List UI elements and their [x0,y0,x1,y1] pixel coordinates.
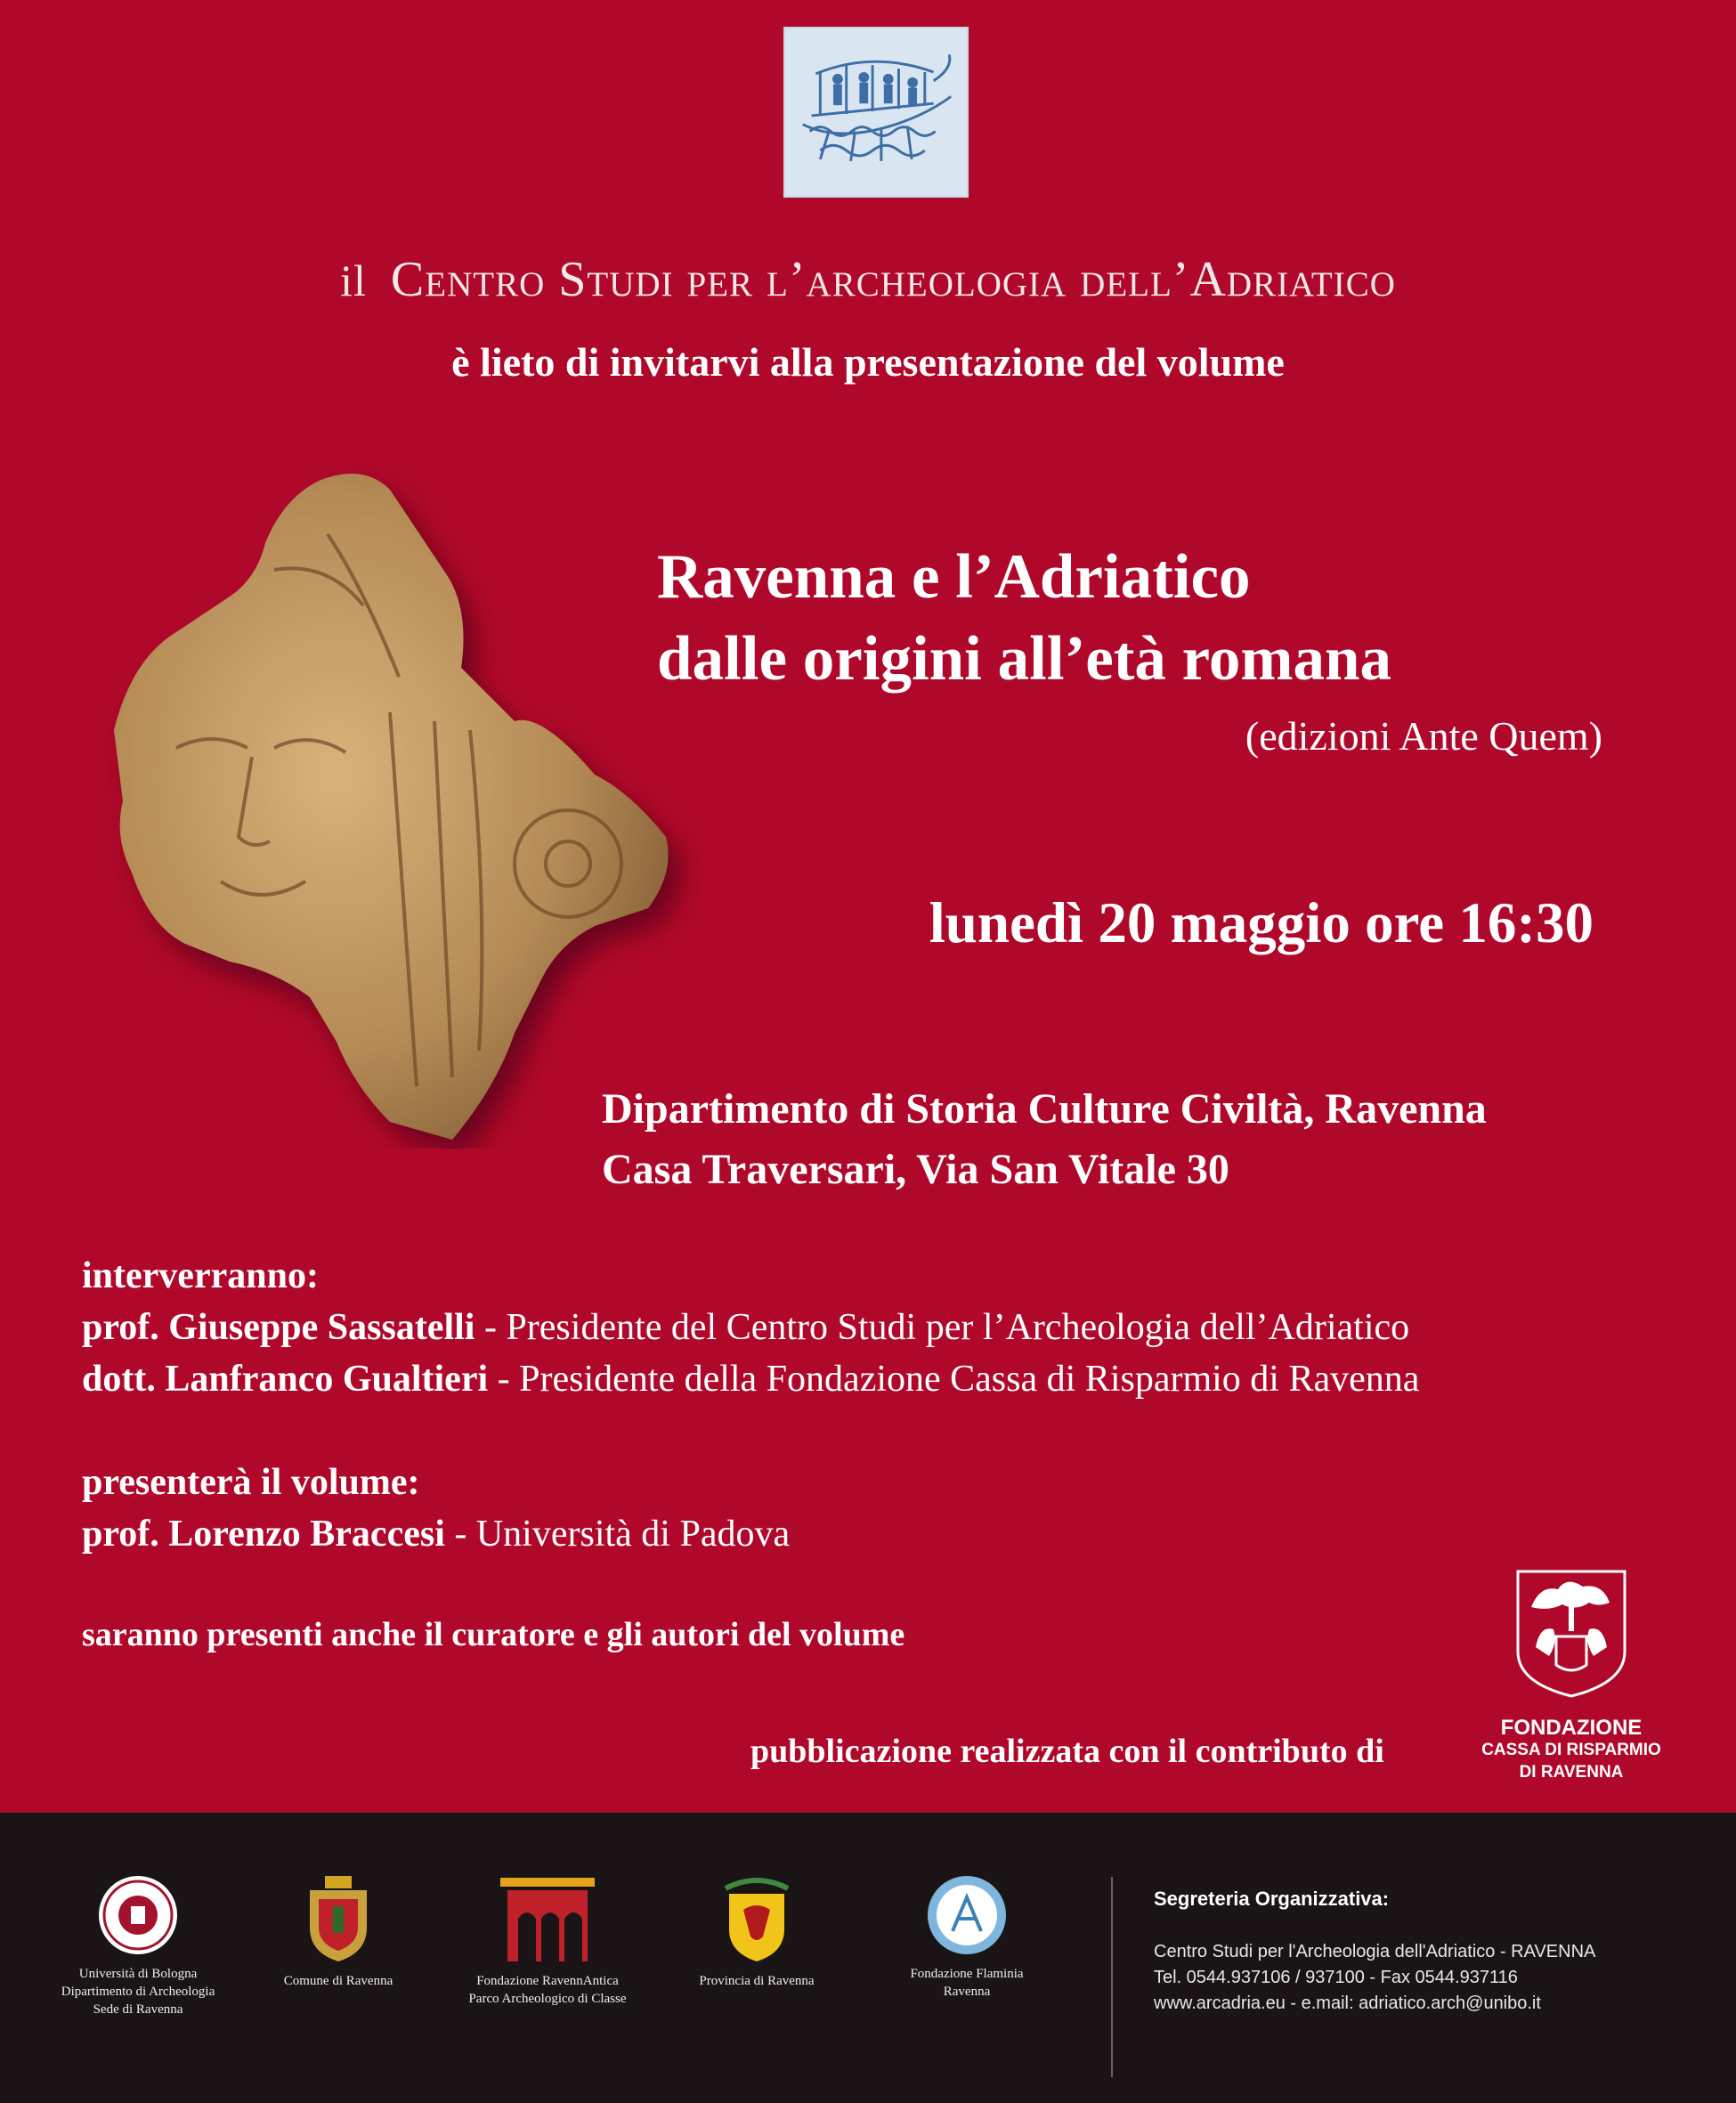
fondazione-crest-icon [1513,1567,1629,1701]
heading-prefix: il [340,256,367,305]
book-publisher: (edizioni Ante Quem) [1245,713,1602,759]
fondazione-wordmark [1469,1717,1674,1783]
secretary-block [1154,1888,1595,2017]
ravennantica-arches-icon [499,1874,596,1963]
book-title-line2: dalle origini all’età romana [657,624,1391,694]
presenter-intro: presenterà il volume: [82,1462,420,1503]
flaminia-seal-icon [926,1874,1008,1956]
invitation-line: è lieto di invitarvi alla presentazione del volume [451,339,1285,385]
logo-caption-line2: Parco Archeologico di Classe [468,1992,627,2006]
secretary-line1: Centro Studi per l'Archeologia dell'Adriatico - RAVENNA [1154,1942,1596,1961]
speakers-section [82,1250,1419,1560]
speaker-row [82,1353,1419,1405]
secretary-phone: Tel. 0544.937106 / 937100 - Fax 0544.937116 [1154,1968,1518,1987]
ship-icon [785,28,967,196]
logo-caption-line3: Sede di Ravenna [93,2002,183,2017]
provincia-coat-of-arms-icon [717,1874,797,1963]
logo-caption-line1: Fondazione RavennAntica [476,1974,619,1988]
sponsor-text: pubblicazione realizzata con il contributo di [750,1733,1384,1770]
logo-caption-line1: Università di Bologna [78,1967,198,1981]
venue-line1: Dipartimento di Storia Culture Civiltà, Ravenna [602,1085,1487,1133]
secretary-web-email: www.arcadria.eu - e.mail: adriatico.arch@unibo.it [1154,1993,1541,2013]
fondazione-name-line1: FONDAZIONE [1500,1716,1643,1740]
presenter-row [82,1508,1419,1560]
logo-caption-line1: Fondazione Flaminia [910,1967,1024,1981]
speaker-row [82,1302,1419,1353]
venue-line2: Casa Traversari, Via San Vitale 30 [602,1146,1229,1193]
authors-note: saranno presenti anche il curatore e gli autori del volume [82,1616,905,1653]
logo-caption-line2: Ravenna [943,1985,991,1999]
logo-caption-line2: Dipartimento di Archeologia [61,1985,215,1999]
organization-name: Centro Studi per l’archeologia dell’Adriatico [390,252,1396,307]
comune-coat-of-arms-icon [303,1874,374,1963]
speakers-intro: interverranno: [82,1255,319,1296]
organization-heading [0,251,1736,308]
fondazione-name-line2: CASSA DI RISPARMIO [1481,1741,1661,1759]
speaker-name: dott. Lanfranco Gualtieri [82,1359,489,1400]
presenter-role: - Università di Padova [444,1514,791,1555]
university-seal-icon [97,1874,179,1956]
speaker-role: - Presidente della Fondazione Cassa di Risparmio di Ravenna [488,1359,1420,1400]
fondazione-name-line3: DI RAVENNA [1519,1763,1624,1782]
footer-divider [1111,1877,1113,2077]
speaker-name: prof. Giuseppe Sassatelli [82,1307,475,1348]
speaker-role: - Presidente del Centro Studi per l’Archeologia dell’Adriatico [475,1307,1410,1348]
secretary-heading: Segreteria Organizzativa: [1154,1888,1390,1910]
event-venue [602,1079,1487,1200]
terracotta-head-image [96,463,710,1149]
centro-studi-logo [783,27,969,198]
logo-caption-line1: Comune di Ravenna [283,1974,393,1988]
logo-caption-line1: Provincia di Ravenna [699,1974,815,1988]
presenter-name: prof. Lorenzo Braccesi [82,1514,445,1555]
book-title-line1: Ravenna e l’Adriatico [657,542,1251,612]
logo-fondazione-flaminia [842,1874,1091,2001]
event-datetime: lunedì 20 maggio ore 16:30 [929,891,1594,955]
